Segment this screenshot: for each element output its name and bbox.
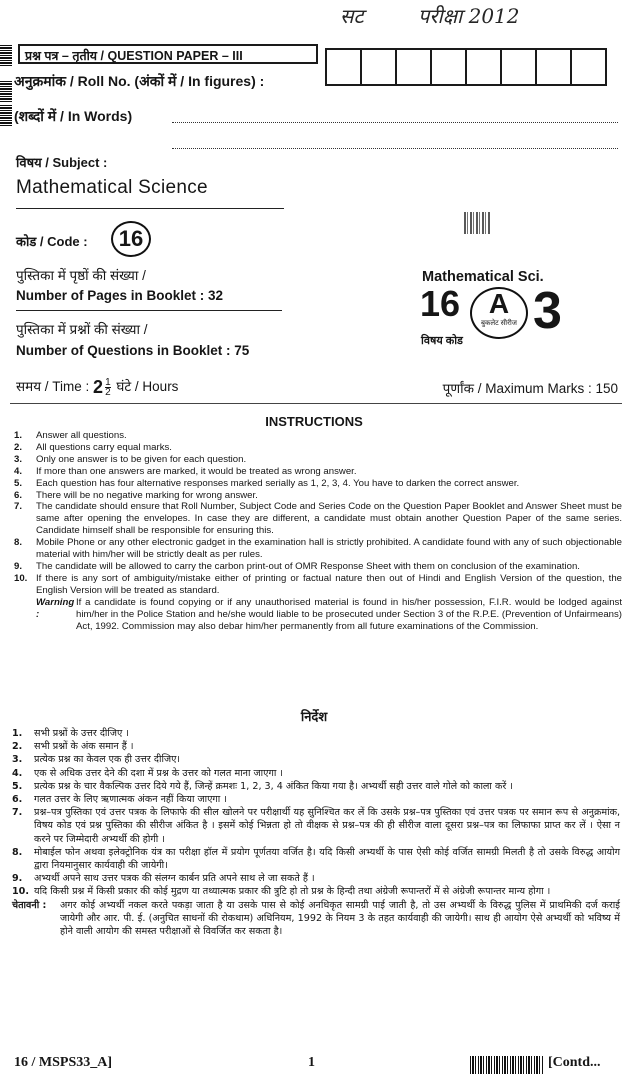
code-circle: 16 <box>111 221 151 257</box>
instruction-text: If more than one answers are marked, it would be treated as wrong answer. <box>36 465 357 477</box>
instruction-item <box>14 454 622 466</box>
subject-value: Mathematical Science <box>16 177 208 198</box>
footer-barcode <box>470 1056 544 1074</box>
time-unit: घंटे / Hours <box>116 379 179 395</box>
roll-digit-box[interactable] <box>325 48 362 86</box>
nirdesh-text: सभी प्रश्नों के उत्तर दीजिए । <box>34 728 129 739</box>
subject-label: विषय / Subject : <box>16 155 108 170</box>
time-label: समय / Time : <box>16 379 90 395</box>
code-label: कोड / Code : <box>16 234 88 249</box>
roll-number-boxes[interactable] <box>327 48 607 86</box>
warning-text: If a candidate is found copying or if any unauthorised material is found in his/her possession, F.I.R. would be lodged against him/her in the Police Station and he/she would liable to be prosecuted under Section 3 of the R.P.E. (Prevention of Unfairmeans) Act, 1992. Commission may also debar him/her permanently from all future examinations of the Commission. <box>76 596 622 632</box>
time-fraction-num: 1 <box>105 377 111 388</box>
nirdesh-item <box>12 780 620 793</box>
instruction-number: 10. <box>14 572 28 584</box>
footer-contd: [Contd... <box>548 1055 601 1070</box>
roll-digit-box[interactable] <box>535 48 572 86</box>
series-letter-caption: बुकलेट सीरीज <box>480 320 517 327</box>
pages-underline <box>16 310 282 311</box>
nirdesh-number: 1. <box>12 728 23 739</box>
divider <box>10 403 622 404</box>
side-barcode-middle <box>0 80 12 102</box>
handwritten-note-left: सट <box>340 4 364 28</box>
instruction-text: Each question has four alternative responses marked serially as 1, 2, 3, 4. You have to darken the correct answer. <box>36 477 520 489</box>
nirdesh-list <box>12 727 620 938</box>
instruction-text: If there is any sort of ambiguity/mistake either of printing or factual nature then out of Hindi and English Version of the question, the English Version will be treated as standard. <box>36 572 622 596</box>
roll-digit-box[interactable] <box>500 48 537 86</box>
roll-in-words-line-2[interactable] <box>172 148 618 149</box>
instruction-item <box>14 537 622 561</box>
chetavani-label: चेतावनी : <box>12 899 47 911</box>
nirdesh-item <box>12 740 620 753</box>
nirdesh-text: प्रश्न–पत्र पुस्तिका एवं उत्तर पत्रक के लिफाफे की सील खोलने पर परीक्षार्थी यह सुनिश्चित कर लें कि उसके प्रश्न–पत्र पुस्तिका एवं उत्तर पत्रक पर समान रूप से अनुक्रमांक, विषय कोड एवं प्रश्न पुस्तिका की सीरीज अंकित है । इसमें कोई भिन्नता हो तो वीक्षक से प्रश्न–पत्र की ही सीरीज वाला दूसरा प्रश्न–पत्र का लिफाफा प्राप्त कर लें । ऐसा न करने पर जिम्मेदारी अभ्यर्थी की होगी । <box>34 807 620 845</box>
instruction-item <box>14 478 622 490</box>
instruction-number: 8. <box>14 537 23 549</box>
instructions-list <box>14 430 622 632</box>
question-paper-label: प्रश्न पत्र – तृतीय / QUESTION PAPER – III <box>18 44 318 64</box>
series-subject-title: Mathematical Sci. <box>422 269 544 285</box>
instruction-text: There will be no negative marking for wrong answer. <box>36 489 258 501</box>
instruction-number: 9. <box>14 560 23 572</box>
pages-label-hindi: पुस्तिका में पृष्ठों की संख्या / <box>16 268 146 283</box>
instruction-text: All questions carry equal marks. <box>36 441 172 453</box>
instruction-number: 7. <box>14 501 23 513</box>
instruction-number: 3. <box>14 453 23 465</box>
instruction-item <box>14 466 622 478</box>
series-letter: A <box>488 288 510 319</box>
instruction-text: The candidate will be allowed to carry the carbon print-out of OMR Response Sheet with them on conclusion of the examination. <box>36 560 580 572</box>
nirdesh-number: 4. <box>12 767 23 779</box>
pages-label-english: Number of Pages in Booklet : 32 <box>16 288 224 303</box>
nirdesh-text: यदि किसी प्रश्न में किसी प्रकार की कोई मुद्रण या तथ्यात्मक प्रकार की त्रुटि हो तो प्रश्न के हिन्दी तथा अंग्रेजी रूपान्तरों में से अंग्रेजी रूपान्तर मान्य होगा । <box>34 886 551 898</box>
roll-in-words-label: (शब्दों में / In Words) <box>14 108 133 124</box>
nirdesh-number: 5. <box>12 780 23 792</box>
questions-label-english: Number of Questions in Booklet : 75 <box>16 343 250 358</box>
nirdesh-item <box>12 806 620 846</box>
instruction-number: 6. <box>14 489 23 501</box>
nirdesh-number: 10. <box>12 886 29 898</box>
subject-underline <box>16 208 284 209</box>
instruction-number: 4. <box>14 465 23 477</box>
nirdesh-number: 2. <box>12 741 23 753</box>
nirdesh-number: 9. <box>12 873 23 885</box>
nirdesh-text: प्रत्येक प्रश्न के चार वैकल्पिक उत्तर दिये गये हैं, जिन्हें क्रमशः 1, 2, 3, 4 अंकित किया गया है। अभ्यर्थी सही उत्तर वाले गोले को काला करें । <box>34 780 513 792</box>
nirdesh-text: एक से अधिक उत्तर देने की दशा में प्रश्न के उत्तर को गलत माना जाएगा । <box>34 767 284 779</box>
time-fraction-den: 2 <box>105 387 111 398</box>
roll-digit-box[interactable] <box>430 48 467 86</box>
nirdesh-item <box>12 872 620 885</box>
instruction-item <box>14 490 622 502</box>
series-subject-code: 16 <box>420 283 461 324</box>
warning-label: Warning : <box>36 596 75 620</box>
nirdesh-item <box>12 753 620 766</box>
nirdesh-title: निर्देश <box>300 709 328 724</box>
nirdesh-item <box>12 767 620 780</box>
roll-digit-box[interactable] <box>465 48 502 86</box>
nirdesh-number: 6. <box>12 794 23 806</box>
instruction-item <box>14 501 622 537</box>
instructions-title: INSTRUCTIONS <box>265 414 363 429</box>
time-whole: 2 <box>93 377 104 397</box>
time-row <box>16 377 178 398</box>
warning-block <box>14 597 622 633</box>
instruction-item <box>14 442 622 454</box>
scan-mark <box>464 212 490 234</box>
roll-in-words-line[interactable] <box>172 122 618 123</box>
chetavani-block <box>12 899 620 939</box>
nirdesh-number: 8. <box>12 846 23 858</box>
footer-booklet-code: 16 / MSPS33_A] <box>14 1055 112 1070</box>
footer-page-number: 1 <box>308 1055 315 1070</box>
instruction-text: Mobile Phone or any other electronic gadget in the examination hall is strictly prohibited. A candidate found with any of such objectionable material with him/her will be strictly dealt as per rules. <box>36 537 622 561</box>
instruction-text: The candidate should ensure that Roll Number, Subject Code and Series Code on the Question Paper Booklet and Answer Sheet must be same after opening the envelopes. In case they are different, a candidate must obtain another Question Paper of the same series. Candidate himself shall be responsible for ensuring this. <box>36 501 622 537</box>
instruction-number: 5. <box>14 477 23 489</box>
questions-label-hindi: पुस्तिका में प्रश्नों की संख्या / <box>16 322 148 337</box>
nirdesh-item <box>12 846 620 872</box>
side-barcode-top <box>0 44 12 66</box>
instruction-item <box>14 573 622 597</box>
nirdesh-number: 7. <box>12 807 23 819</box>
nirdesh-text: गलत उत्तर के लिए ऋणात्मक अंकन नहीं किया जाएगा । <box>34 794 227 806</box>
instruction-number: 2. <box>14 441 23 453</box>
instruction-text: Answer all questions. <box>36 430 127 441</box>
chetavani-text: अगर कोई अभ्यर्थी नकल करते पकड़ा जाता है या उसके पास से कोई अनधिकृत सामग्री पाई जाती है, तो उस अभ्यर्थी के विरुद्ध पुलिस में प्राथमिकी दर्ज कराई जायेगी और आर. पी. ई. (अनुचित साधनों की रोकथाम) अधिनियम, 1992 के नियम 3 के तहत कार्यवाही की जायेगी। साथ ही आयोग ऐसे अभ्यर्थी को भविष्य में होने वाली आयोग की समस्त परीक्षाओं से विवर्जित कर सकता है। <box>60 899 620 938</box>
instruction-item <box>14 561 622 573</box>
nirdesh-number: 3. <box>12 754 23 766</box>
series-subject-code-label: विषय कोड <box>421 335 463 347</box>
nirdesh-text: अभ्यर्थी अपने साथ उत्तर पत्रक की संलग्न कार्बन प्रति अपने साथ ले जा सकते हैं । <box>34 873 315 885</box>
series-letter-circle <box>470 287 528 339</box>
roll-digit-box[interactable] <box>570 48 607 86</box>
time-fraction <box>105 378 111 397</box>
nirdesh-item <box>12 793 620 806</box>
roll-digit-box[interactable] <box>395 48 432 86</box>
nirdesh-item <box>12 727 620 740</box>
nirdesh-text: प्रत्येक प्रश्न का केवल एक ही उत्तर दीजिए। <box>34 754 181 766</box>
instruction-text: Only one answer is to be given for each question. <box>36 453 247 465</box>
maximum-marks: पूर्णांक / Maximum Marks : 150 <box>442 381 618 396</box>
handwritten-note-right: परीक्षा 2012 <box>418 4 520 28</box>
nirdesh-item <box>12 885 620 898</box>
nirdesh-text: मोबाईल फोन अथवा इलेक्ट्रोनिक यंत्र का परीक्षा हॉल में प्रयोग पूर्णतया वर्जित है। यदि किसी अभ्यर्थी के पास ऐसी कोई वर्जित सामग्री मिलती है तो उसके विरुद्ध आयोग द्वारा नियमानुसार कार्यवाही की जायेगी। <box>34 846 620 872</box>
roll-number-label: अनुक्रमांक / Roll No. (अंकों में / In figures) : <box>14 73 265 89</box>
nirdesh-text: सभी प्रश्नों के अंक समान हैं । <box>34 741 134 753</box>
instruction-item <box>14 430 622 442</box>
roll-digit-box[interactable] <box>360 48 397 86</box>
side-barcode-bottom <box>0 104 12 126</box>
instruction-number: 1. <box>14 430 23 441</box>
series-paper-number: 3 <box>533 282 562 340</box>
